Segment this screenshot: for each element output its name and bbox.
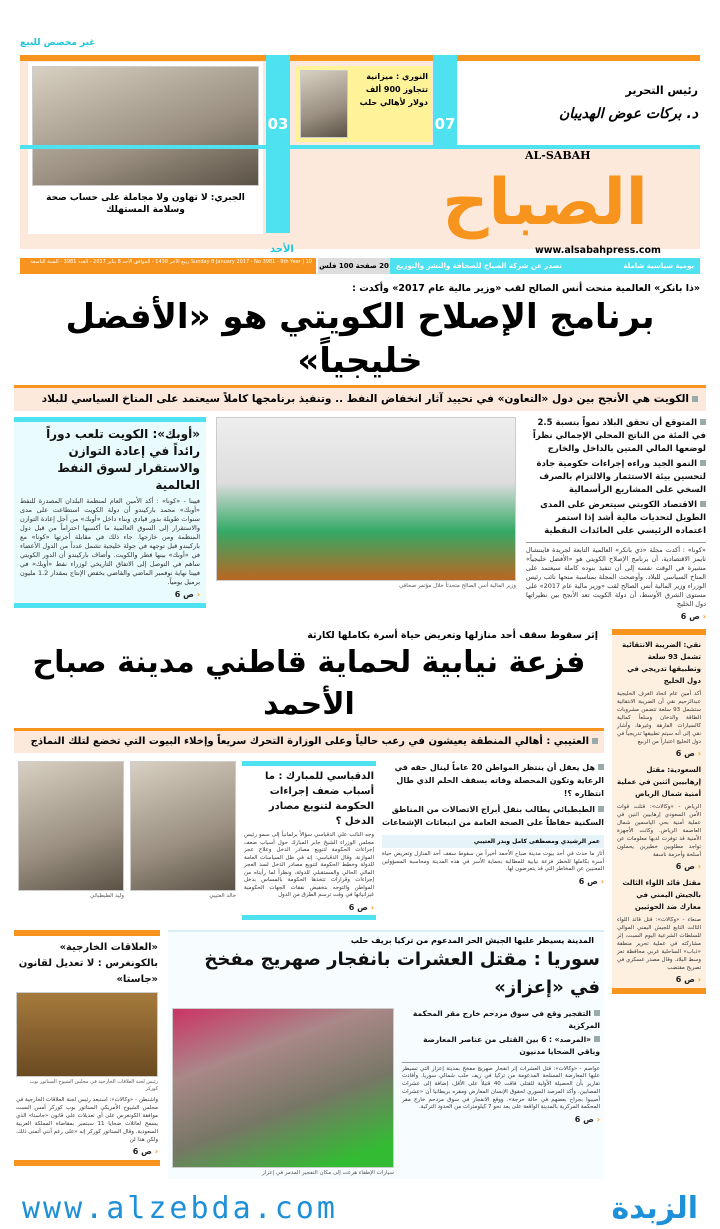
syria-bullet: التفجير وقع في سوق مزدحم خارج مقر المحكمة المركزية: [412, 1008, 600, 1030]
syria-page-ref[interactable]: ‹ ص 6: [574, 1115, 600, 1125]
sidebar-body: صنعاء - «وكالات»: قتل قائد اللواء الثالث التابع للجيش اليمني الموالي للسلطات الشرعية اليوم السبت، إثر مشاركته في عملية تحرير منطقة «ذباب» الساحلية غربي محافظة تعز وسط البلاد. وقال مصدر عسكري في تصريح مقتضب: [617, 917, 701, 971]
second-kicker: إثر سقوط سقف أحد منازلها وتعريض حياة أسرة بكاملها لكارثة: [307, 630, 598, 641]
photo-khaled-caption: خالد العتيبي: [209, 893, 236, 899]
syria-photo-caption: سيارات الإطفاء هرعت إلى مكان التفجير المدمر في إعزاز: [262, 1169, 394, 1176]
syria-photo: [172, 1008, 394, 1168]
lead-kicker: «ذا بانكر» العالمية منحت أنس الصالح لقب «وزير مالية عام 2017» وأكدت :: [352, 283, 700, 294]
sidebar-page-ref[interactable]: ‹ ص 6: [675, 975, 701, 984]
teaser-left-photo: [32, 66, 259, 186]
corker-photo: [16, 992, 158, 1077]
teaser-mid-photo: [300, 70, 348, 138]
photo-walid-caption: وليد الطبطبائي: [90, 893, 124, 899]
date-bar: [20, 258, 316, 274]
lead-bullets: [526, 417, 706, 621]
teaser-mid[interactable]: [296, 66, 432, 142]
lead-headline: برنامج الإصلاح الكويتي هو «الأفضل خليجياً»: [65, 297, 655, 381]
opec-story[interactable]: [14, 417, 206, 608]
sidebar-page-ref[interactable]: ‹ ص 6: [675, 862, 701, 871]
corker-headline: «العلاقات الخارجية» بالكونغرس : لا تعديل لقانون «جاستا»: [18, 941, 158, 985]
corker-photo-caption: رئيس لجنة العلاقات الخارجية في مجلس الشيوخ السناتور بوب كوركر: [29, 1078, 158, 1092]
dateline: Sunday 8 January 2017 - No 3981 - 9th Year | 10 ربيع الآخر 1438 - الموافق الأحد 8 يناير 2017 - العدد 3981 - السنة التاسعة: [30, 259, 312, 265]
second-bullet: الطبطبائي يطالب بنقل أبراج الاتصالات من المناطق السكنية حفاظاً على الصحة العامة من انبعاثات الإشعاعات: [382, 805, 604, 827]
daqbasi-body: وجه النائب علي الدقباسي سؤالاً برلمانياً إلى سمو رئيس مجلس الوزراء الشيخ جابر المبارك حول أسباب ضعف إجراءات الحكومة لتنويع مصادر الدخل وعلاج عجز الموازنة. وقال الدقباسي: إنه في ظل السياسات العامة للدولة وخطط الحكومة لتنويع مصادر الدخل لسد العجز المالي الحالي والمستقبلي للدولة، ونظراً لما رأيناه من إجراءات وقرارات تتخذها الحكومة بالمساس بدخل المواطن والتوجه بتخفيض نفقات الجهات الحكومية غيزانياتها في وقت ترسم الطرق من الدول: [244, 832, 374, 898]
daqbasi-headline: الدقباسي للمبارك : ما أسباب ضعف إجراءات الحكومة لتنويع مصادر الدخل ؟: [265, 771, 374, 827]
sidebar: [612, 629, 706, 994]
photo-khaled: [130, 761, 236, 891]
pages-price: 20 صفحة 100 فلس: [318, 258, 390, 274]
syria-body: عواصم - «وكالات»: قتل العشرات إثر انفجار صهريج مفخخ بمدينة إعزاز التي تسيطر عليها المعارضة المسلحة المدعومة من تركيا في ريف حلب شمالي سوريا. وأفادت تقارير بأن الحصيلة الأولية للقتلى فاقت 40 قتيلاً على الأقل، إضافة إلى عشرات المصابين. وأكد المرصد السوري لحقوق الإنسان المعارض ومقره بريطانيا أن «عشرات أصيبوا بجراح بعضهم في حالة حرجة». ووقع الانفجار في سوق مزدحم خارج مقر المحكمة المركزية بالمدينة الواقعة على بعد نحو 7 كيلومترات من الحدود التركية.: [402, 1062, 600, 1113]
lead-photo-caption: وزير المالية أنس الصالح متحدثاً خلال مؤتمر صحافي: [399, 583, 516, 589]
lead-body: «كونا» : أكدت مجلة «ذي بانكر» العالمية التابعة لجريدة فايننشال تايمز الاقتصادية، أن برنامج الإصلاح الكويتي هو «الأفضل خليجياً» مشيرة في الوقت نفسه إلى أن تنفيذ بنوده كاملة سيعتمد على المناخ السياسي للبلاد. وأوضحت المجلة بمناسبة منحها نائب رئيس الوزراء وزير المالية أنس الصالح لقب «وزير مالية عام 2017» على مستوى الشرق الأوسط، أن دولة الكويت تعد الأنجح بين نظيراتها دول الخليج: [526, 542, 706, 609]
sidebar-body: أكد أمين عام اتحاد الغرف الخليجية عبدالرحيم نقي أن الضريبة الانتقائية ستشمل 93 سلعة تتضمن مشروبات الطاقة والدخان وسلعاً كمالية كالسيارات الفارهة وغيرها، وأشار نقي إلى أنه سيتم تطبيقها تدريجياً في دول الخليج اعتباراً من الربيع: [617, 691, 701, 745]
lead-bullet: المتوقع أن تحقق البلاد نمواً بنسبة 2.5 في المئة من الناتج المحلي الإجمالي نظراً لوضعها المالي المتين بالداخل والخارج: [532, 418, 706, 454]
sidebar-story[interactable]: [617, 639, 701, 758]
second-headline: فزعة نيابية لحماية قاطني مدينة صباح الأحمد: [32, 645, 586, 722]
corker-page-ref[interactable]: ‹ ص 6: [132, 1146, 158, 1156]
corker-story[interactable]: [14, 930, 160, 1166]
daqbasi-story[interactable]: [242, 761, 376, 920]
syria-story[interactable]: [168, 930, 604, 1179]
lead-bullet: النمو الجيد وراءه إجراءات حكومية جادة لتحسين بيئة الاستثمار والالتزام بالصرف السخي على المشاريع الرأسمالية: [536, 459, 706, 495]
second-page-ref[interactable]: ‹ ص 6: [578, 876, 604, 886]
tagline-bar: يومية سياسية شاملة تصدر عن شركة الصباح للصحافة والنشر والتوزيع: [390, 258, 700, 274]
lead-photo: [216, 417, 516, 581]
sidebar-story[interactable]: [617, 877, 701, 984]
teaser-mid-line: النوري : ميزانية: [366, 72, 428, 81]
sidebar-page-ref[interactable]: ‹ ص 6: [675, 749, 701, 758]
teaser-mid-page: 07: [433, 55, 457, 145]
lead-subhead: الكويت هي الأنجح بين دول «التعاون» في تحييد آثار انخفاض النفط .. وتنفيذ برنامجها كاملاً سيعتمد على المناخ السياسي للبلاد: [14, 388, 706, 411]
second-bullet: هل يعقل أن ينتظر المواطن 20 عاماً لينال حقه في الرعاية وتكون المحصلة وفاته بسقف الحلم الذي طال انتظاره ؟!: [394, 763, 604, 798]
watermark-url: www.alzebda.com: [22, 1190, 338, 1226]
logo-en: AL-SABAH: [525, 149, 591, 162]
byline: عمر الرشيدي ومصطفى كامل وبدر العتيبي: [382, 835, 604, 848]
syria-bullet: «المرصد» : 6 بين القتلى من عناصر المعارضة وباقي الضحايا مدنيون: [423, 1034, 600, 1056]
syria-kicker: المدينة يسيطر عليها الجيش الحر المدعوم من تركيا بريف حلب: [350, 935, 594, 945]
logo-ar: الصباح: [442, 166, 648, 240]
opec-headline: «أوبك»: الكويت تلعب دوراً رائداً في إعادة التوازن والاستقرار لسوق النفط العالمية: [46, 427, 200, 492]
sidebar-body: الرياض - «وكالات»: قتلت قوات الأمن السعودي إرهابيين اثنين في عملية أمنية بحي الياسمين شمال العاصمة الرياض. وكانت الأجهزة الأمنية قد توفرت لديها معلومات عن تواجد مطلوبين خطيرين يحملون أسلحة وأحزمة ناسفة: [617, 804, 701, 858]
website[interactable]: www.alsabahpress.com: [535, 245, 661, 256]
second-story-body[interactable]: [382, 761, 604, 886]
sidebar-headline: مقتل قائد اللواء الثالث بالجيش اليمني في معارك ضد الحوثيين: [622, 879, 701, 911]
editor-label: رئيس التحرير: [625, 84, 698, 97]
sidebar-headline: نقي: الضريبة الانتقائية تشمل 93 سلعة وتطبيقها تدريجي في دول الخليج: [622, 641, 701, 685]
teaser-mid-line: دولار لأهالي حلب: [359, 98, 428, 107]
lead-bullet: الاقتصاد الكويتي سيتعرض على المدى الطويل لتحديات مالية أشد إذا استمر اعتماده الرئيسي على العائدات النفطية: [540, 500, 706, 536]
masthead-cyan-line: [20, 145, 700, 149]
daqbasi-page-ref[interactable]: ‹ ص 6: [348, 902, 374, 912]
second-subhead: العتيبي : أهالي المنطقة يعيشون في رعب حالياً وعلى الوزارة التحرك سريعاً وإخلاء البيوت التي تخضع لتلك النماذج: [14, 731, 604, 753]
watermark: [14, 1189, 706, 1229]
not-for-sale-label: غير مخصص للبيع: [20, 38, 96, 48]
teaser-mid-line: تتجاوز 900 ألف: [365, 85, 428, 94]
watermark-logo: الزبدة: [611, 1190, 698, 1226]
syria-headline: سوريا : مقتل العشرات بانفجار صهريج مفخخ في «إعزاز»: [204, 948, 600, 998]
teaser-left-caption: الجبري: لا تهاون ولا مجاملة على حساب صحة وسلامة المستهلك: [46, 193, 245, 215]
second-body: أثار ما حدث في أحد بيوت مدينة صباح الأحمد أخيراً من سقوط سقف أحد المنازل وتعريض حياة أسرة بكاملها للخطر فزعة نيابية للمطالبة بحماية الأسر في هذه المدينة ومحاسبة المسؤولين المعنيين عن المخاطر التي قد يتعرضون لها.: [382, 851, 604, 872]
sidebar-headline: السعودية: مقتل إرهابيين اثنين في عملية أمنية شمال الرياض: [616, 766, 701, 798]
sidebar-story[interactable]: [617, 764, 701, 871]
day-label: الأحد: [270, 244, 294, 255]
lead-page-ref[interactable]: ‹ ص 6: [680, 612, 706, 621]
editor-name: د. بركات عوض الهديبان: [558, 106, 698, 122]
photo-walid: [18, 761, 124, 891]
teaser-left-page: 03: [266, 55, 290, 233]
opec-body: فيينا - «كونا» : أكد الأمين العام لمنظمة البلدان المصدرة للنفط «أوبك» محمد باركيندو أن دولة الكويت استطاعت على مدى سنوات طويلة بدور قيادي وبناء داخل «أوبك» من أجل إعادة التوازن والاستقرار إلى السوق العالمية ما أكسبها احتراماً من قبل دول المنظمة ومن خارجها. جاء ذلك في مقابلة أجرتها «كونا» مع باركيندو قبل توجهه في جولة خليجية تشمل عدداً من الدول الأعضاء في «أوبك» بينها قطر والكويت. وأضاف باركيندو أن الدور الكويتي ساهم في التوصل إلى الاتفاق التاريخي لوزراء نفط «أوبك» في فيينا نهاية نوفمبر الماضي والقاضي بخفض الإنتاج بمقدار 1.2 مليون برميل يومياً.: [20, 497, 201, 586]
opec-page-ref[interactable]: ‹ ص 6: [174, 590, 200, 599]
corker-body: واشنطن - «وكالات»: استبعد رئيس لجنة العلاقات الخارجية في مجلس الشيوخ الأمريكي السناتور بوب كوركر أمس السبت موافقة الكونغرس على أي تعديلات على قانون «جاستا» الذي يسمح لعائلات ضحايا 11 سبتمبر بمقاضاة المملكة العربية السعودية. وقال السناتور كوركر إنه «على رغم أنني أتمنى ذلك، ولكن هذا لن: [16, 1096, 158, 1143]
